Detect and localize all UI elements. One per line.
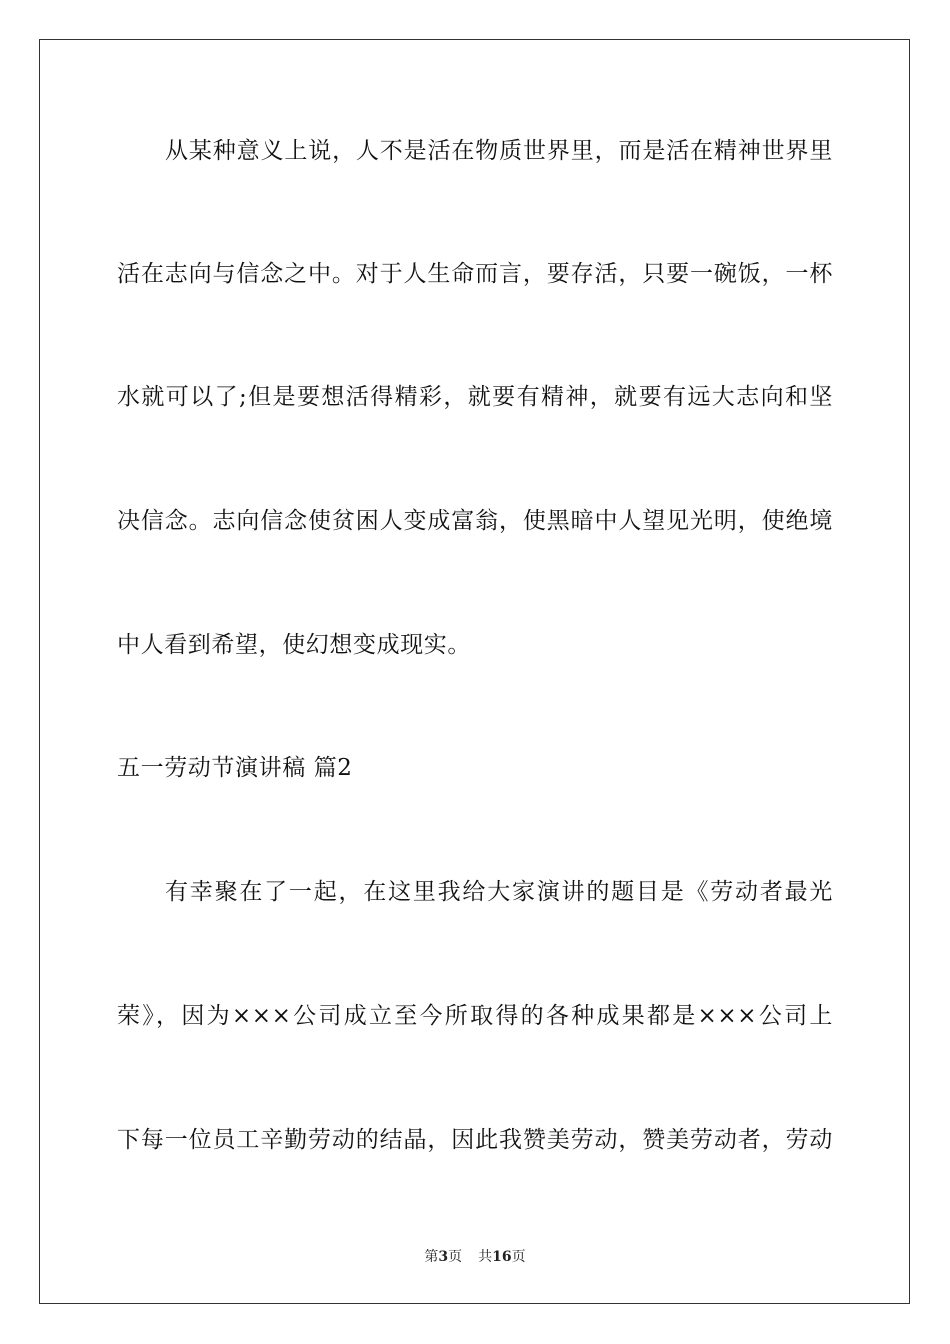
total-prefix: 共 — [478, 1249, 493, 1265]
paragraph-1-line-5: 中人看到希望，使幻想变成现实。 — [117, 632, 471, 658]
paragraph-1-line-3: 水就可以了;但是要想活得精彩，就要有精神，就要有远大志向和坚 — [117, 384, 833, 410]
total-pages: 16 — [492, 1249, 512, 1265]
section-heading: 五一劳动节演讲稿 篇2 — [117, 755, 353, 781]
paragraph-1-line-1: 从某种意义上说，人不是活在物质世界里，而是活在精神世界里 — [165, 138, 833, 164]
paragraph-1-line-2: 活在志向与信念之中。对于人生命而言，要存活，只要一碗饭，一杯 — [117, 261, 833, 287]
page-suffix: 页 — [448, 1249, 463, 1265]
page-prefix: 第 — [424, 1249, 439, 1265]
paragraph-2-line-3: 下每一位员工辛勤劳动的结晶，因此我赞美劳动，赞美劳动者，劳动 — [117, 1127, 833, 1153]
paragraph-1-line-4: 决信念。志向信念使贫困人变成富翁，使黑暗中人望见光明，使绝境 — [117, 508, 833, 534]
page-border — [39, 39, 910, 1304]
page-footer — [0, 1248, 950, 1266]
total-suffix: 页 — [511, 1249, 526, 1265]
paragraph-2-line-2: 荣》，因为×××公司成立至今所取得的各种成果都是×××公司上 — [117, 1003, 833, 1029]
paragraph-2-line-1: 有幸聚在了一起，在这里我给大家演讲的题目是《劳动者最光 — [165, 879, 833, 905]
page-number: 3 — [438, 1249, 449, 1265]
